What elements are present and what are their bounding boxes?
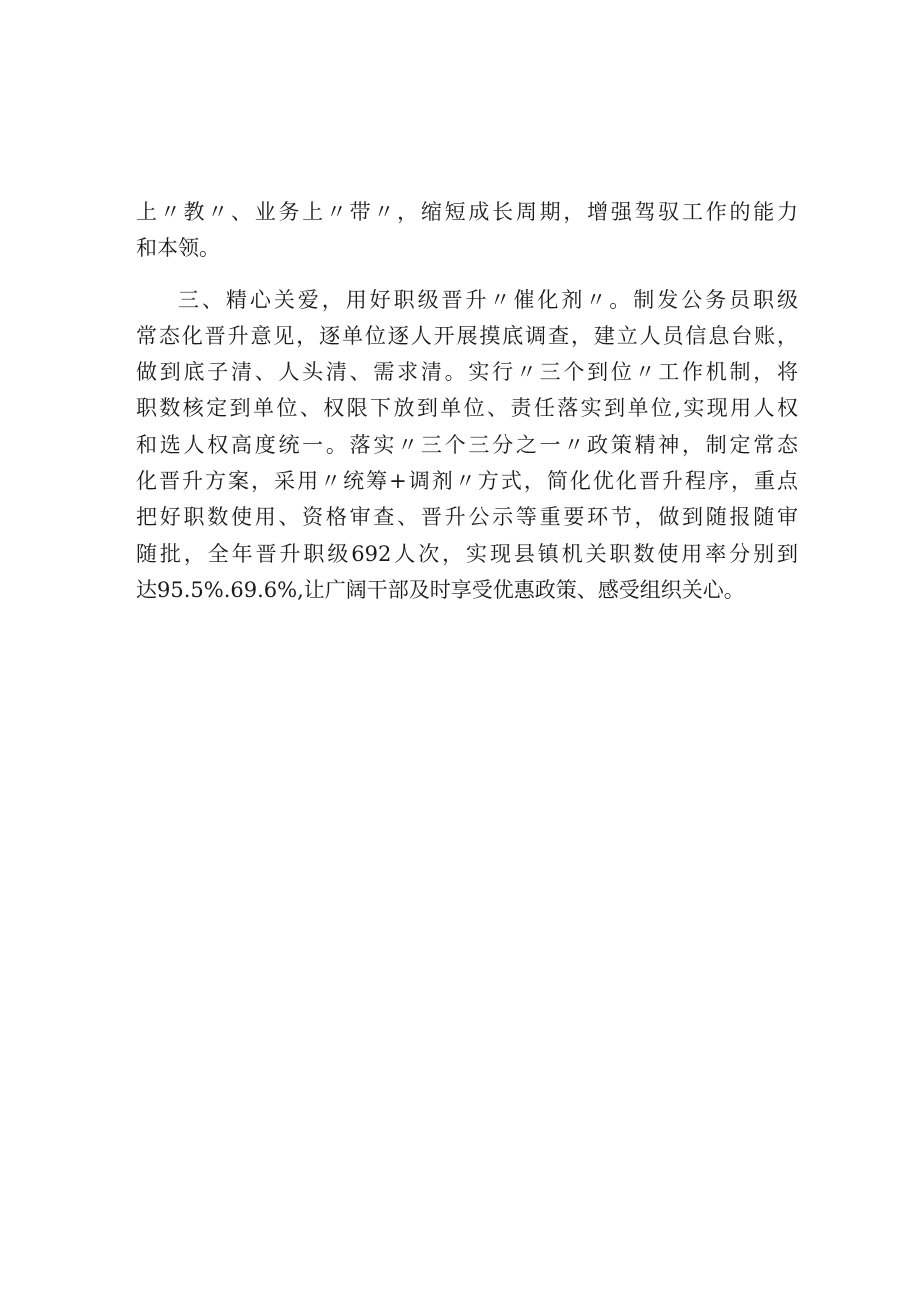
text-line: 随批，全年晋升职级692人次，实现县镇机关职数使用率分别到	[136, 541, 798, 566]
document-body	[136, 194, 798, 608]
paragraph-spacer	[136, 267, 798, 282]
text-line: 职数核定到单位、权限下放到单位、责任落实到单位,实现用人权	[136, 396, 798, 421]
paragraph-three	[136, 282, 798, 609]
paragraph-continued	[136, 194, 798, 267]
text-line: 常态化晋升意见，逐单位逐人开展摸底调查，建立人员信息台账，	[136, 323, 798, 348]
text-line: 三、精心关爱，用好职级晋升〃催化剂〃。制发公务员职级	[178, 287, 798, 312]
text-line: 和本领。	[136, 236, 220, 261]
text-line: 上〃教〃、业务上〃带〃，缩短成长周期，增强驾驭工作的能力	[136, 200, 798, 224]
text-line: 达95.5%.69.6%,让广阔干部及时享受优惠政策、感受组织关心。	[136, 577, 745, 602]
text-line: 把好职数使用、资格审查、晋升公示等重要环节，做到随报随审	[136, 505, 798, 530]
text-line: 化晋升方案，采用〃统筹+调剂〃方式，简化优化晋升程序，重点	[136, 469, 798, 494]
text-line: 做到底子清、人头清、需求清。实行〃三个到位〃工作机制，将	[136, 360, 798, 385]
text-line: 和选人权高度统一。落实〃三个三分之一〃政策精神，制定常态	[136, 432, 798, 457]
